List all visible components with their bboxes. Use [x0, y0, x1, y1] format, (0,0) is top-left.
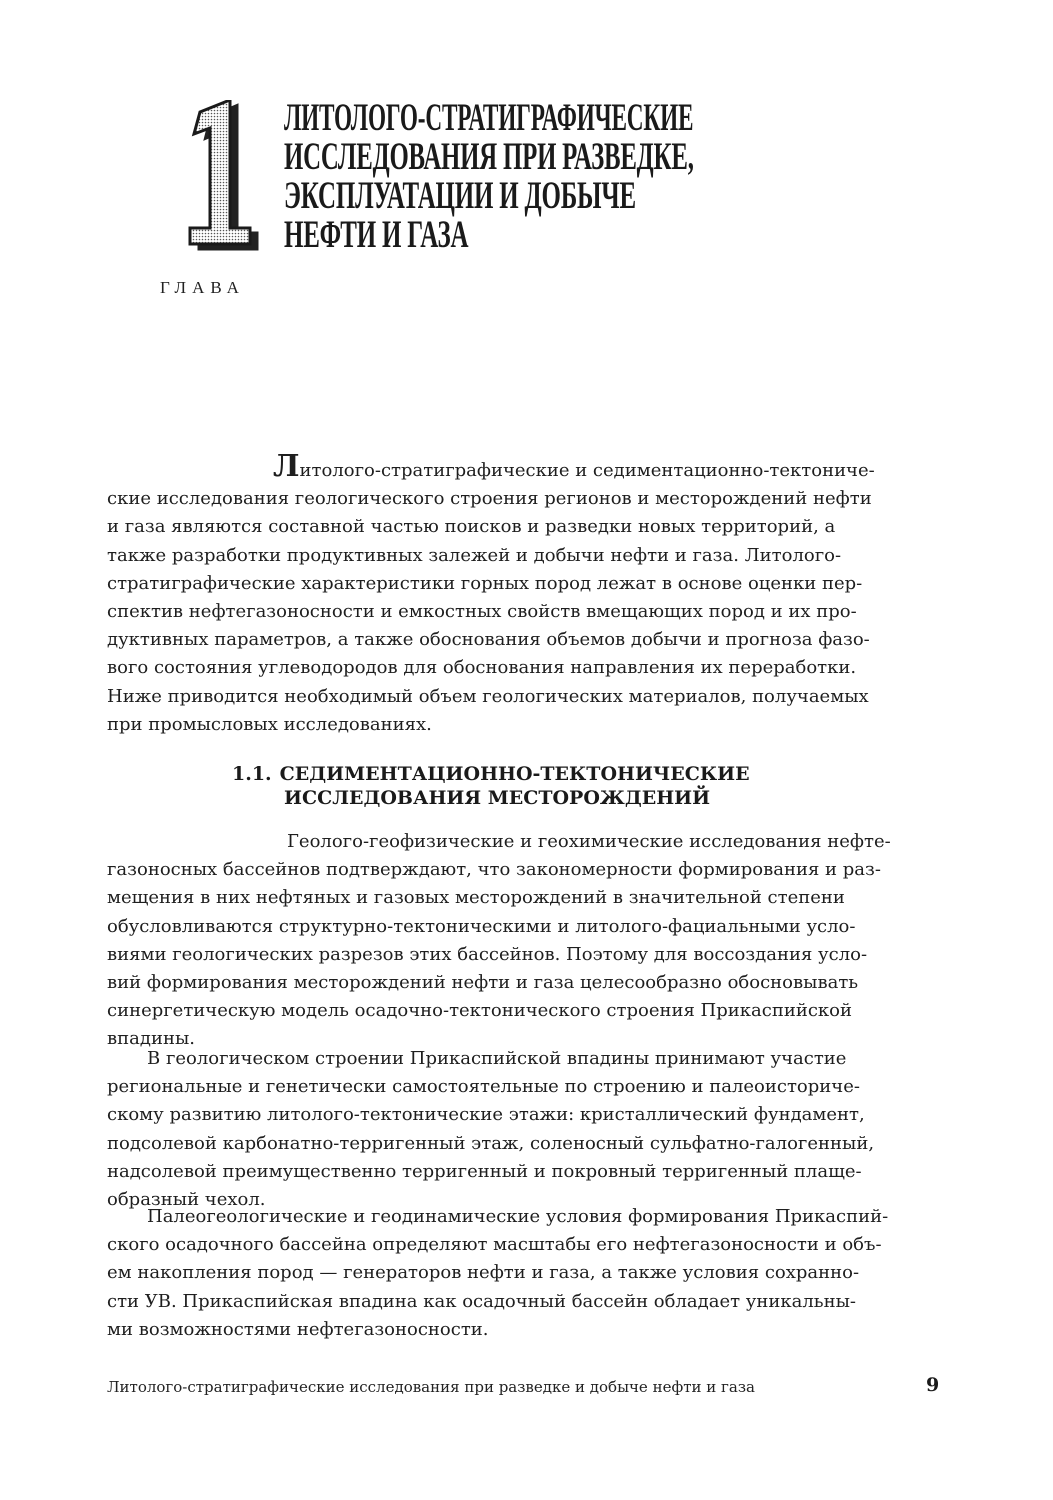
paragraph-line: газоносных бассейнов подтверждают, что закономерности формирования и раз- [107, 859, 881, 881]
section-heading [232, 762, 872, 810]
intro-line-first [107, 449, 947, 485]
body-paragraph [107, 1045, 947, 1214]
intro-line: вого состояния углеводородов для обоснования направления их переработки. [107, 657, 857, 679]
intro-line: итолого-стратиграфические и седиментационно-тектониче- [299, 460, 875, 481]
chapter-title [284, 98, 796, 254]
paragraph-line: ского осадочного бассейна определяют масштабы его нефтегазоносности и объ- [107, 1234, 882, 1256]
section-title-line: ИССЛЕДОВАНИЯ МЕСТОРОЖДЕНИЙ [284, 787, 711, 809]
section-number: 1.1. [232, 763, 272, 785]
paragraph-line: Геолого-геофизические и геохимические исследования нефте- [287, 831, 891, 852]
body-paragraph [107, 828, 947, 1054]
chapter-number-graphic [186, 100, 260, 252]
paragraph-line: вий формирования месторождений нефти и газа целесообразно обосновывать [107, 972, 859, 994]
paragraph-line: синергетическую модель осадочно-тектонического строения Прикаспийской [107, 1000, 852, 1022]
section-heading-line [232, 762, 872, 786]
running-footer-title: Литолого-стратиграфические исследования при разведке и добыче нефти и газа [107, 1378, 755, 1396]
intro-line: спектив нефтегазоносности и емкостных свойств вмещающих пород и их про- [107, 601, 857, 623]
drop-cap: Л [273, 449, 300, 484]
chapter-title-line: ИССЛЕДОВАНИЯ ПРИ РАЗВЕДКЕ, [284, 135, 694, 178]
section-title-line: СЕДИМЕНТАЦИОННО-ТЕКТОНИЧЕСКИЕ [279, 763, 750, 785]
chapter-title-line: НЕФТИ И ГАЗА [284, 213, 469, 256]
paragraph-line: скому развитию литолого-тектонические этажи: кристаллический фундамент, [107, 1104, 865, 1126]
intro-line: дуктивных параметров, а также обоснования объемов добычи и прогноза фазо- [107, 629, 870, 651]
paragraph-line: сти УВ. Прикаспийская впадина как осадочный бассейн обладает уникальны- [107, 1290, 856, 1312]
intro-line: и газа являются составной частью поисков и разведки новых территорий, а [107, 516, 836, 538]
paragraph-line: ем накопления пород — генераторов нефти и газа, а также условия сохранно- [107, 1262, 860, 1284]
intro-line: при промысловых исследованиях. [107, 713, 432, 735]
chapter-title-line: ЛИТОЛОГО-СТРАТИГРАФИЧЕСКИЕ [284, 96, 694, 139]
chapter-label: ГЛАВА [160, 278, 245, 297]
paragraph-line: виями геологических разрезов этих бассейнов. Поэтому для воссоздания усло- [107, 943, 868, 965]
body-paragraph [107, 1203, 947, 1344]
paragraph-line: региональные и генетически самостоятельные по строению и палеоисториче- [107, 1076, 860, 1098]
intro-line: Ниже приводится необходимый объем геологических материалов, получаемых [107, 685, 869, 707]
paragraph-line: ми возможностями нефтегазоносности. [107, 1318, 489, 1340]
intro-line: также разработки продуктивных залежей и добычи нефти и газа. Литолого- [107, 544, 842, 566]
intro-line: стратиграфические характеристики горных пород лежат в основе оценки пер- [107, 572, 863, 594]
paragraph-line: образный чехол. [107, 1189, 266, 1211]
paragraph-line: мещения в них нефтяных и газовых месторождений в значительной степени [107, 887, 845, 909]
paragraph-line: впадины. [107, 1028, 195, 1050]
paragraph-line: надсолевой преимущественно терригенный и покровный терригенный плаще- [107, 1160, 862, 1182]
chapter-title-line: ЭКСПЛУАТАЦИИ И ДОБЫЧЕ [284, 174, 636, 217]
page-number: 9 [926, 1374, 940, 1396]
intro-paragraph [107, 449, 947, 739]
paragraph-line: В геологическом строении Прикаспийской впадины принимают участие [147, 1048, 847, 1069]
paragraph-line: Палеогеологические и геодинамические условия формирования Прикаспий- [147, 1206, 889, 1227]
paragraph-line: обусловливаются структурно-тектоническими и литолого-фациальными усло- [107, 915, 856, 937]
intro-line: ские исследования геологического строения регионов и месторождений нефти [107, 488, 872, 510]
paragraph-line: подсолевой карбонатно-терригенный этаж, соленосный сульфатно-галогенный, [107, 1132, 875, 1154]
